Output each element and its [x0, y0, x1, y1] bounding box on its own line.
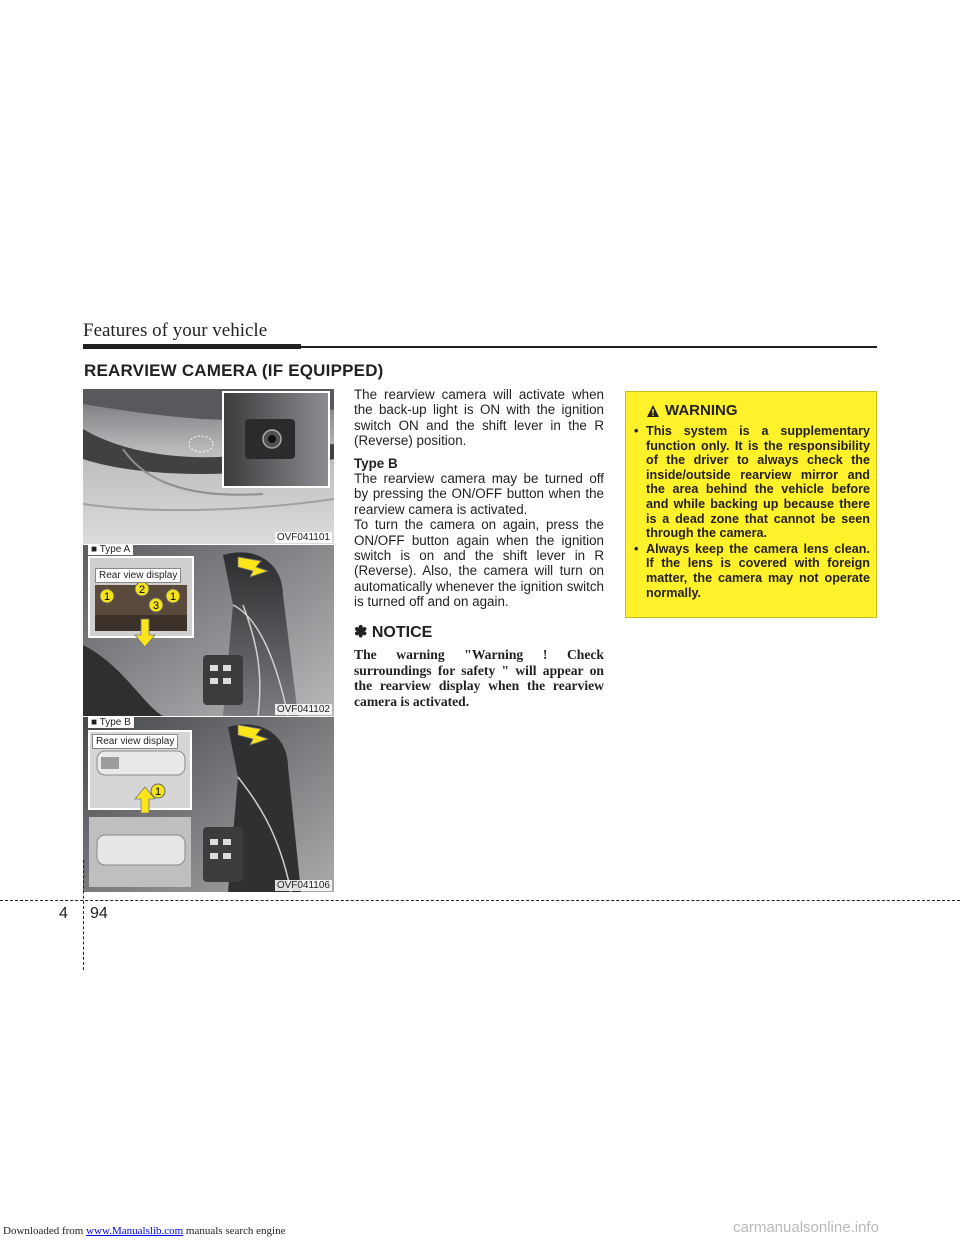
header-rule-thick [83, 344, 301, 349]
bullet: • [634, 424, 639, 438]
list-item [634, 424, 870, 541]
header-rule-thin [301, 346, 877, 348]
paragraph-turn-on: To turn the camera on again, press the ON/OFF button again when the ignition switch is on and the shift lever in R (Reverse). Also, the camera will turn on automatically whenever the ignition switch is turned off and on again. [354, 517, 604, 610]
download-prefix: Downloaded from [3, 1225, 87, 1237]
running-header: Features of your vehicle [83, 320, 268, 341]
footer-rule [0, 900, 960, 901]
photo-code: OVF041101 [276, 532, 330, 543]
bullet: • [634, 541, 639, 556]
type-b-heading: Type B [354, 455, 398, 471]
marker-1-right: 1 [169, 591, 177, 603]
photo-rear-camera [83, 389, 334, 544]
warning-heading-text: WARNING [665, 402, 738, 419]
type-b-label: ■ Type B [88, 717, 134, 728]
manualslib-link[interactable]: www.Manualslib.com [86, 1225, 184, 1237]
notice-text: The warning "Warning ! Check surroundings for safety " will appear on the rearview display when the rearview camera is activated. [354, 647, 604, 709]
photo-code: OVF041102 [276, 704, 330, 715]
photo-type-b [83, 717, 334, 892]
photo-type-a [83, 545, 334, 716]
notice-heading-text: NOTICE [371, 624, 433, 641]
rear-bumper-illustration [83, 389, 334, 544]
warning-triangle-icon [646, 404, 660, 418]
warning-box [625, 391, 877, 618]
body-text [354, 387, 604, 610]
page-number: 94 [90, 905, 108, 922]
footer-divider [83, 860, 84, 970]
notice-symbol: ✽ [354, 624, 368, 641]
paragraph-activation: The rearview camera will activate when the back-up light is ON with the ignition switch ON and the shift lever in the R (Reverse) position. [354, 387, 604, 449]
type-a-label: ■ Type A [88, 545, 133, 555]
section-title: REARVIEW CAMERA (IF EQUIPPED) [84, 361, 384, 380]
warning-item-text: This system is a supplementary function only. It is the responsibility of the driver to always check the inside/outside rearview mirror and the area behind the vehicle before and while backing up because there is a dead zone that cannot be seen through the camera. [646, 424, 870, 541]
watermark: carmanualsonline.info [733, 1219, 879, 1236]
marker-3: 3 [152, 600, 160, 612]
marker-1: 1 [154, 786, 162, 798]
warning-list [634, 424, 870, 601]
section-number: 4 [59, 905, 68, 922]
notice-heading [354, 622, 432, 642]
rear-view-display-label: Rear view display [92, 734, 178, 749]
list-item [634, 542, 870, 600]
download-suffix: manuals search engine [183, 1225, 286, 1237]
marker-1-left: 1 [103, 591, 111, 603]
warning-heading [646, 402, 738, 419]
photo-code: OVF041106 [276, 880, 330, 891]
rear-view-display-label: Rear view display [95, 568, 181, 583]
marker-2: 2 [138, 584, 146, 596]
download-notice [3, 1225, 285, 1237]
warning-item-text: Always keep the camera lens clean. If the lens is covered with foreign matter, the camera may not operate normally. [646, 541, 870, 600]
paragraph-turn-off: The rearview camera may be turned off by pressing the ON/OFF button when the rearview camera is activated. [354, 471, 604, 517]
